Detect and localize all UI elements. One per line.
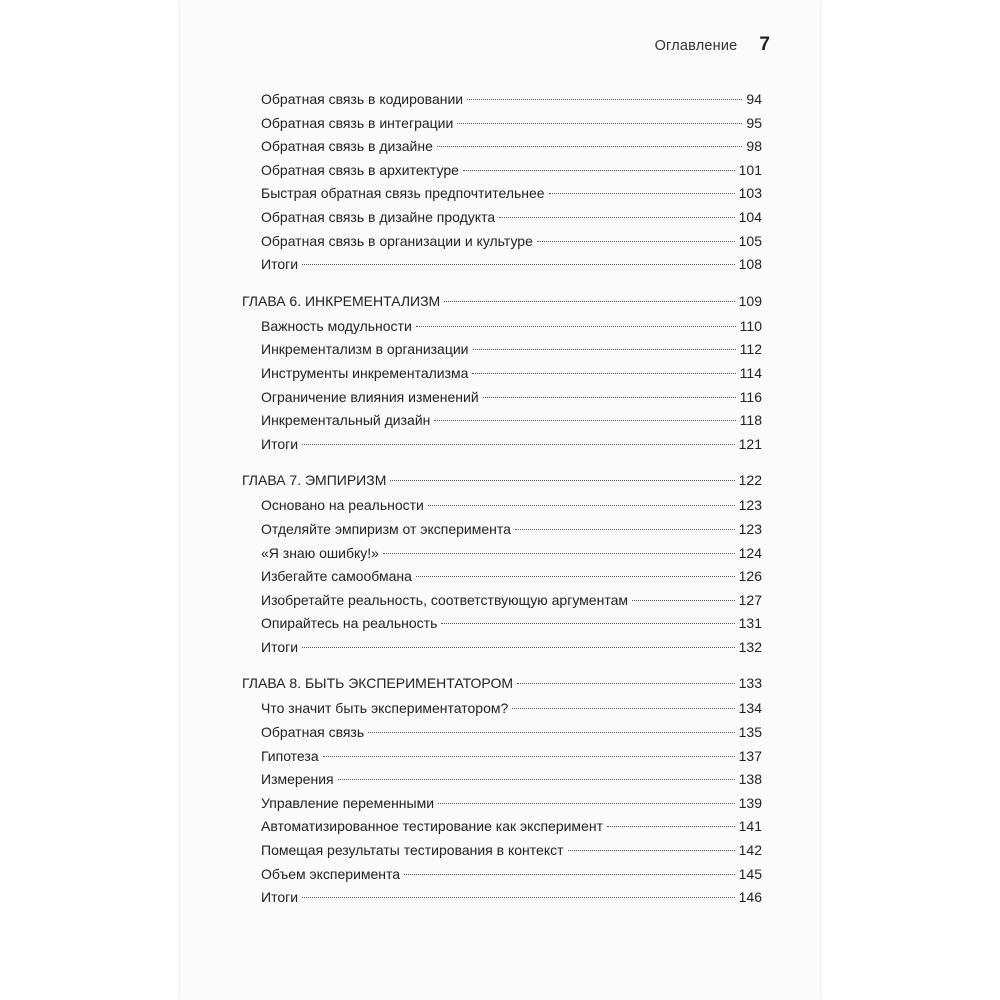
toc-entry-title: Обратная связь [261, 724, 365, 741]
toc-entry-page: 139 [738, 794, 762, 811]
dot-leader [438, 803, 735, 804]
toc-entry-page: 114 [739, 364, 762, 381]
dot-leader [302, 444, 735, 445]
toc-entry-page: 145 [738, 865, 762, 882]
dot-leader [472, 373, 735, 374]
toc-entry-page: 142 [738, 842, 762, 859]
toc-entry-title: Итоги [261, 638, 299, 655]
dot-leader [404, 874, 735, 875]
toc-section-entry [242, 886, 762, 910]
toc-section-entry [242, 792, 762, 816]
dot-leader [568, 850, 735, 851]
toc-entry-page: 122 [738, 472, 762, 489]
toc-entry-page: 121 [738, 435, 762, 452]
toc-entry-title: ГЛАВА 8. БЫТЬ ЭКСПЕРИМЕНТАТОРОМ [242, 675, 514, 692]
dot-leader [416, 576, 735, 577]
toc-entry-title: Помещая результаты тестирования в контекст [261, 842, 564, 859]
book-page [180, 0, 820, 1000]
dot-leader [441, 623, 734, 624]
toc-entry-page: 105 [738, 232, 762, 249]
toc-entry-page: 135 [738, 724, 762, 741]
dot-leader [338, 779, 735, 780]
toc-entry-title: Итоги [261, 889, 299, 906]
dot-leader [383, 553, 735, 554]
toc-entry-title: Обратная связь в кодировании [261, 91, 464, 107]
toc-section-entry [242, 338, 762, 362]
toc-section-entry [242, 315, 762, 339]
toc-chapter-entry [242, 288, 762, 315]
toc-entry-page: 98 [746, 138, 762, 155]
dot-leader [512, 708, 734, 709]
dot-leader [416, 326, 736, 327]
toc-entry-title: Автоматизированное тестирование как эксперимент [261, 818, 603, 835]
toc-section-entry [242, 745, 762, 769]
toc-entry-page: 104 [738, 208, 762, 225]
toc-section-entry [242, 409, 762, 433]
toc-section-entry [242, 112, 762, 136]
dot-leader [517, 683, 735, 684]
dot-leader [368, 732, 734, 733]
toc-entry-page: 126 [738, 568, 762, 585]
toc-section-entry [242, 88, 762, 112]
toc-entry-page: 109 [738, 292, 762, 309]
toc-section-entry [242, 135, 762, 159]
dot-leader [302, 897, 735, 898]
toc-entry-title: Инкрементальный дизайн [261, 412, 431, 429]
toc-section-entry [242, 159, 762, 183]
dot-leader [444, 301, 734, 302]
toc-entry-page: 116 [739, 388, 762, 405]
dot-leader [457, 123, 742, 124]
toc-section-entry [242, 636, 762, 660]
toc-entry-title: Управление переменными [261, 794, 435, 811]
toc-entry-page: 133 [738, 675, 762, 692]
toc-section-entry [242, 494, 762, 518]
toc-entry-page: 101 [738, 161, 762, 178]
toc-section-entry [242, 386, 762, 410]
table-of-contents [242, 88, 762, 910]
toc-entry-title: Опирайтесь на реальность [261, 615, 438, 632]
toc-entry-page: 137 [738, 747, 762, 764]
dot-leader [428, 505, 735, 506]
toc-entry-page: 138 [738, 771, 762, 788]
toc-entry-title: Объем эксперимента [261, 865, 401, 882]
toc-entry-title: Что значит быть экспериментатором? [261, 700, 509, 717]
dot-leader [499, 217, 735, 218]
toc-section-entry [242, 206, 762, 230]
running-head-title: Оглавление [654, 38, 738, 54]
toc-chapter-entry [242, 670, 762, 697]
toc-entry-title: Избегайте самообмана [261, 568, 412, 585]
toc-entry-title: Основано на реальности [261, 497, 424, 514]
toc-chapter-entry [242, 467, 762, 494]
toc-section-entry [242, 612, 762, 636]
dot-leader [463, 170, 735, 171]
toc-entry-title: Обратная связь в дизайне [261, 138, 433, 155]
toc-entry-page: 118 [739, 412, 762, 429]
toc-section-entry [242, 697, 762, 721]
toc-section-entry [242, 433, 762, 457]
toc-entry-page: 131 [738, 615, 762, 632]
toc-entry-title: Гипотеза [261, 747, 319, 764]
dot-leader [302, 264, 735, 265]
dot-leader [607, 826, 735, 827]
dot-leader [437, 146, 743, 147]
toc-section-entry [242, 863, 762, 887]
running-head [655, 34, 770, 56]
toc-section-entry [242, 542, 762, 566]
toc-entry-page: 108 [738, 256, 762, 273]
toc-entry-page: 103 [738, 185, 762, 202]
dot-leader [483, 397, 736, 398]
toc-entry-title: Измерения [261, 771, 334, 788]
toc-entry-page: 141 [738, 818, 762, 835]
dot-leader [302, 647, 735, 648]
toc-entry-page: 146 [738, 889, 762, 906]
dot-leader [549, 193, 735, 194]
page-number: 7 [759, 34, 770, 55]
dot-leader [434, 420, 735, 421]
dot-leader [515, 529, 735, 530]
toc-entry-title: Важность модульности [261, 317, 412, 334]
dot-leader [632, 600, 735, 601]
toc-section-entry [242, 589, 762, 613]
dot-leader [473, 349, 736, 350]
toc-entry-page: 132 [738, 638, 762, 655]
toc-entry-title: Обратная связь в организации и культуре [261, 232, 533, 249]
dot-leader [323, 756, 735, 757]
toc-section-entry [242, 815, 762, 839]
dot-leader [537, 241, 735, 242]
toc-section-entry [242, 182, 762, 206]
toc-section-entry [242, 565, 762, 589]
toc-entry-page: 95 [746, 114, 762, 131]
toc-entry-title: Инкрементализм в организации [261, 341, 469, 358]
toc-entry-title: Итоги [261, 435, 299, 452]
toc-entry-title: Быстрая обратная связь предпочтительнее [261, 185, 545, 202]
toc-entry-page: 123 [738, 497, 762, 514]
toc-entry-title: Изобретайте реальность, соответствующую аргументам [261, 591, 628, 608]
toc-entry-page: 123 [738, 520, 762, 537]
toc-section-entry [242, 721, 762, 745]
toc-section-entry [242, 768, 762, 792]
toc-entry-title: ГЛАВА 7. ЭМПИРИЗМ [242, 472, 387, 489]
toc-entry-title: Итоги [261, 256, 299, 273]
dot-leader [390, 480, 734, 481]
toc-entry-page: 94 [746, 91, 762, 107]
toc-entry-title: Обратная связь в архитектуре [261, 161, 459, 178]
toc-section-entry [242, 253, 762, 277]
toc-entry-title: ГЛАВА 6. ИНКРЕМЕНТАЛИЗМ [242, 292, 441, 309]
toc-entry-title: Обратная связь в интеграции [261, 114, 454, 131]
toc-entry-page: 127 [738, 591, 762, 608]
toc-entry-page: 124 [738, 544, 762, 561]
toc-entry-title: Обратная связь в дизайне продукта [261, 208, 496, 225]
toc-entry-page: 134 [738, 700, 762, 717]
toc-section-entry [242, 230, 762, 254]
toc-section-entry [242, 362, 762, 386]
dot-leader [467, 99, 742, 100]
toc-section-entry [242, 518, 762, 542]
toc-entry-title: Инструменты инкрементализма [261, 364, 469, 381]
toc-section-entry [242, 839, 762, 863]
toc-entry-title: «Я знаю ошибку!» [261, 544, 379, 561]
toc-entry-page: 110 [739, 317, 762, 334]
toc-entry-title: Отделяйте эмпиризм от эксперимента [261, 520, 511, 537]
toc-entry-title: Ограничение влияния изменений [261, 388, 479, 405]
toc-entry-page: 112 [739, 341, 762, 358]
